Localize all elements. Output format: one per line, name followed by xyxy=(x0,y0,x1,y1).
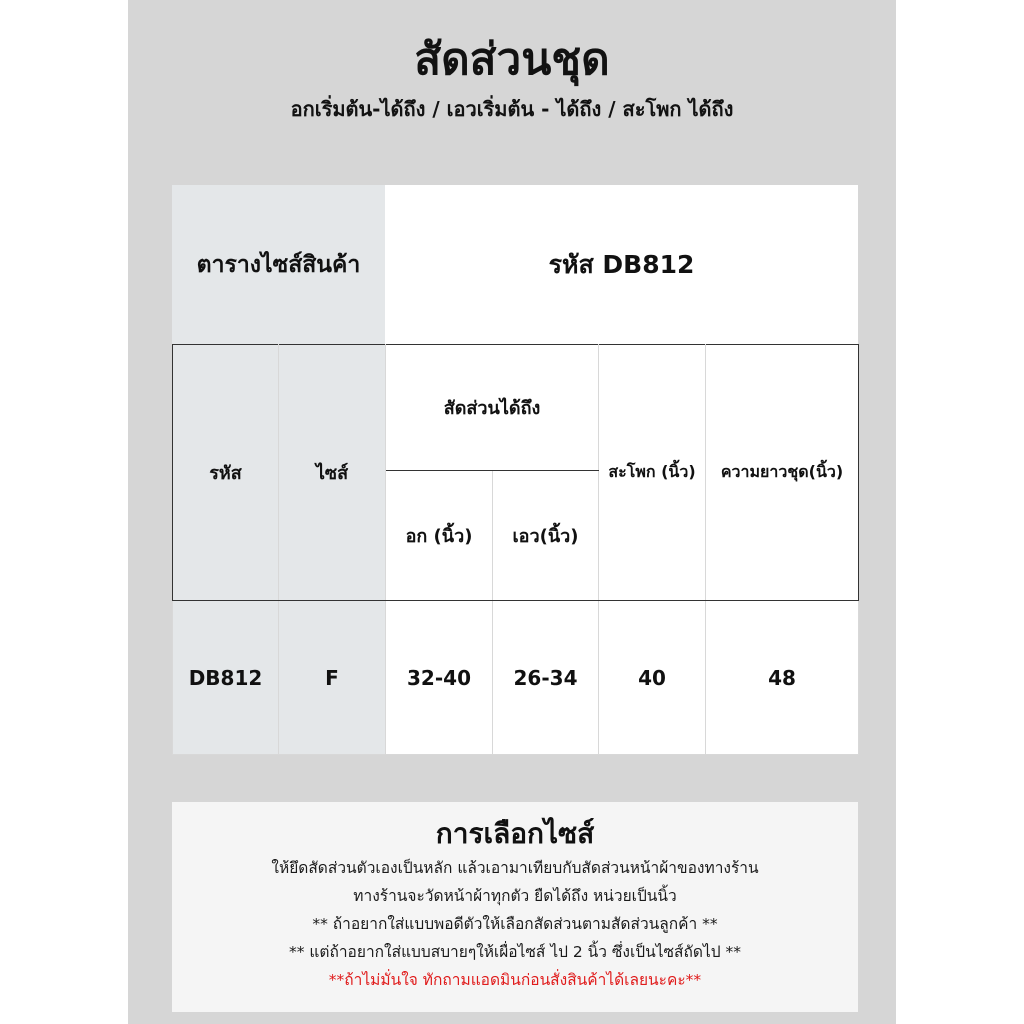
size-table xyxy=(172,344,859,755)
size-guide-line: ให้ยึดสัดส่วนตัวเองเป็นหลัก แล้วเอามาเทียบกับสัดส่วนหน้าผ้าของทางร้าน xyxy=(271,859,759,877)
header-chest: อก (นิ้ว) xyxy=(386,471,493,601)
cell-size: F xyxy=(279,601,386,755)
size-guide-title: การเลือกไซส์ xyxy=(435,817,595,850)
size-guide-warning: **ถ้าไม่มั่นใจ ทักถามแอดมินก่อนสั่งสินค้าได้เลยนะคะ** xyxy=(328,971,702,989)
size-guide-line: ทางร้านจะวัดหน้าผ้าทุกตัว ยืดได้ถึง หน่วยเป็นนิ้ว xyxy=(353,887,677,905)
cell-code: DB812 xyxy=(173,601,279,755)
table-header-row xyxy=(173,345,859,471)
product-code-heading: รหัส DB812 xyxy=(385,185,858,345)
header-length: ความยาวชุด(นิ้ว) xyxy=(706,345,859,601)
header-proportion-group: สัดส่วนได้ถึง xyxy=(386,345,599,471)
page-title: สัดส่วนชุด xyxy=(414,34,610,85)
table-row xyxy=(173,601,859,755)
header-hip: สะโพก (นิ้ว) xyxy=(599,345,706,601)
size-guide-line: ** ถ้าอยากใส่แบบพอดีตัวให้เลือกสัดส่วนตามสัดส่วนลูกค้า ** xyxy=(312,915,718,933)
cell-length: 48 xyxy=(706,601,859,755)
cell-chest: 32-40 xyxy=(386,601,493,755)
cell-hip: 40 xyxy=(599,601,706,755)
page-subtitle: อกเริ่มต้น-ได้ถึง / เอวเริ่มต้น - ได้ถึง / สะโพก ได้ถึง xyxy=(290,97,734,121)
size-guide-box xyxy=(172,802,858,1012)
header-code: รหัส xyxy=(173,345,279,601)
size-guide-line: ** แต่ถ้าอยากใส่แบบสบายๆให้เผื่อไซส์ ไป 2 นิ้ว ซึ่งเป็นไซส์ถัดไป ** xyxy=(288,943,742,961)
size-chart-label: ตารางไซส์สินค้า xyxy=(172,185,385,345)
cell-waist: 26-34 xyxy=(493,601,599,755)
size-chart-header xyxy=(172,185,858,345)
header-size: ไซส์ xyxy=(279,345,386,601)
header-waist: เอว(นิ้ว) xyxy=(493,471,599,601)
